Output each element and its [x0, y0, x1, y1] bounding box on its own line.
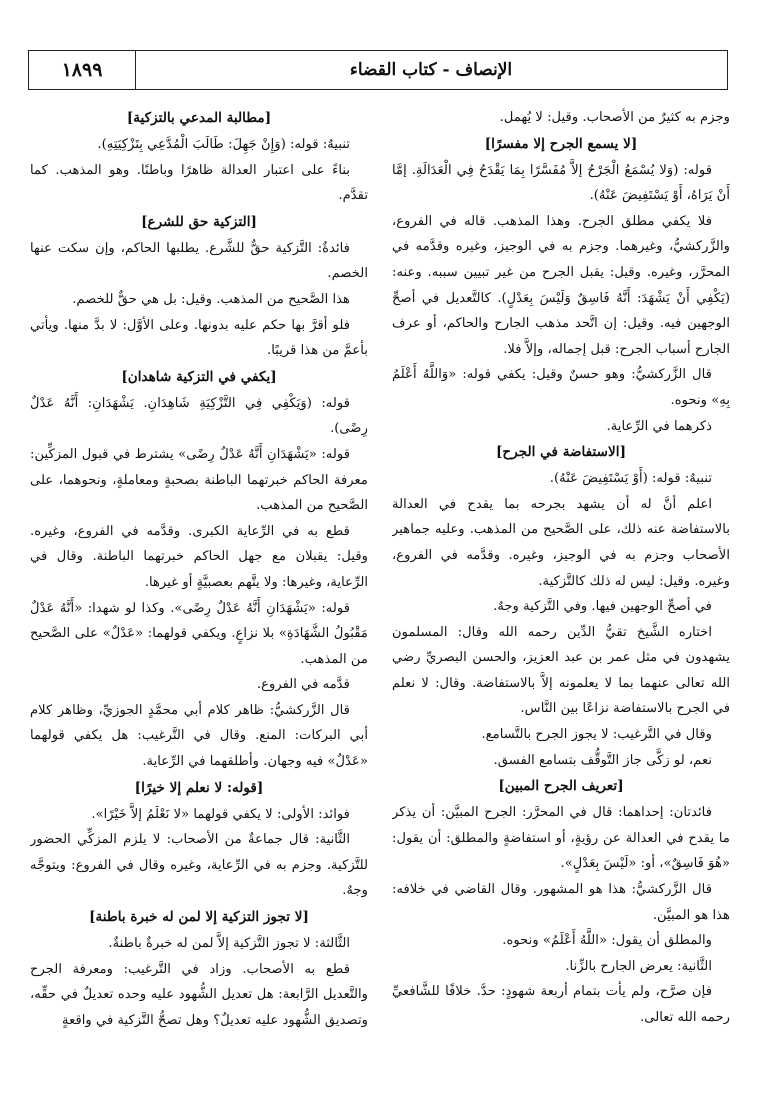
paragraph: فإن صرَّح، ولم يأت بتمام أربعة شهودٍ: حدَّ. خلافًا للشَّافعيِّ رحمه الله تعالى. — [392, 984, 730, 1025]
paragraph: فوائد: الأولى: لا يكفي قولهما «لا نَعْلَمُ إلاَّ خَيْرًا». — [91, 806, 350, 822]
paragraph: قوله: «يَشْهَدَانِ أَنَّهُ عَدْلٌ رِضًى» يشترط في قبول المزكِّين: معرفة الحاكم خبرتهما الباطنة بصحبةٍ ومعاملةٍ، ونحوهما، على الصَّحيح من المذهب. — [30, 446, 368, 514]
page-number: ١٨٩٩ — [61, 59, 103, 81]
paragraph: قوله: (وَيَكْفِي فِي التَّزْكِيَةِ شَاهِدَانِ. يَشْهَدَانِ: أَنَّهُ عَدْلٌ رِضًى). — [30, 395, 368, 437]
paragraph: قال الزَّركشيُّ: وهو حسنٌ وقيل: يكفي قوله: «وَاللَّهُ أَعْلَمُ بِهِ» ونحوه. — [392, 367, 730, 408]
left-text-column — [30, 105, 368, 1100]
paragraph: هذا الصَّحيح من المذهب. وقيل: بل هي حقٌّ للخصم. — [72, 291, 350, 307]
paragraph: قوله: (وَلا يُسْمَعُ الْجَرْحُ إلاَّ مُفَسَّرًا بِمَا يَقْدَحُ فِي الْعَدَالَةِ. إمَّا أَنْ يَرَاهُ، أَوْ يَسْتَفِيضَ عَنْهُ). — [392, 162, 730, 204]
section-heading: [الاستفاضة في الجرح] — [496, 444, 626, 461]
paragraph: الثَّالثة: لا تجوز التَّزكية إلاَّ لمن له خبرةٌ باطنةٌ. — [108, 936, 350, 952]
section-heading: [يكفي في التزكية شاهدان] — [121, 368, 277, 385]
paragraph: فلا يكفي مطلق الجرح. وهذا المذهب. قاله في الفروع، والزَّركشيُّ، وغيرهما. وجزم به في الوجيز، وغيره وقدَّمه في المحرَّر، وغيره. وقيل: يقبل الجرح من غير تبيين سببه. وعنه: (يَكْفِي أَنْ يَشْهَدَ: أَنَّهُ فَاسِقٌ وَلَيْسَ بِعَدْلٍ). كالتَّعديل في أصحِّ الوجهين فيه. وقيل: إن اتَّحد مذهب الجارح والحاكم، أو عرف الجارح أسباب الجرح: قبل إجماله، وإلاَّ فلا. — [392, 213, 730, 357]
paragraph: قدَّمه في الفروع. — [256, 677, 350, 693]
section-heading: [التزكية حق للشرع] — [141, 213, 257, 230]
paragraph: قطع به في الرِّعاية الكبرى. وقدَّمه في الفروع، وغيره. وقيل: يقبلان مع جهل الحاكم خبرتهما الباطنة. وقال في الرِّعاية، وغيرها: ولا يتَّهم بعصبيَّةٍ أو غيرها. — [30, 523, 368, 590]
section-heading: [تعريف الجرح المبين] — [498, 778, 624, 795]
section-heading: [مطالبة المدعي بالتزكية] — [126, 110, 272, 126]
section-heading: [لا تجوز التزكية إلا لمن له خبرة باطنة] — [89, 909, 309, 926]
paragraph: اعلم أنَّ له أن يشهد بجرحه بما يقدح في العدالة بالاستفاضة عنه ذلك، على الصَّحيح من المذهب. وعليه جماهير الأصحاب وجزم به في الوجيز، وغيره. وقدَّمه في الفروع، وغيره. وقيل: ليس له ذلك كالتَّزكية. — [392, 496, 730, 589]
paragraph: فلو أقرَّ بها حكم عليه بدونها. وعلى الأوَّل: لا بدَّ منها. ويأتي بأعمَّ من هذا قريبًا. — [30, 317, 368, 359]
paragraph: الثَّانية: يعرض الجارح بالزِّنا. — [565, 958, 712, 974]
paragraph: في أصحِّ الوجهين فيها. وفي التَّزكية وجهٌ. — [493, 599, 712, 615]
paragraph: اختاره الشَّيخ تقيُّ الدِّين رحمه الله وقال: المسلمون يشهدون في مثل عمر بن عبد العزيز، والحسن البصريِّ رضي الله تعالى عنهما بما لا يعلمونه إلاَّ بالاستفاضة. وقال: لا نعلم في الجرح بالاستفاضة نزاعًا بين النَّاس. — [392, 624, 730, 717]
paragraph: تنبيهٌ: قوله: (أَوْ يَسْتَفِيضَ عَنْهُ). — [549, 471, 712, 487]
paragraph: بناءً على اعتبار العدالة ظاهرًا وباطنًا. وهو المذهب. كما تقدَّم. — [30, 162, 368, 204]
paragraph: وقال في التَّرغيب: لا يجوز الجرح بالتَّسامع. — [481, 727, 712, 743]
paragraph: قطع به الأصحاب. وزاد في التَّرغيب: ومعرفة الجرح والتَّعديل الرَّابعة: هل تعديل الشُّهود عليه وحده تعديلٌ في حقِّه، وتصديق الشُّهود عليه تعديلٌ؟ وهل تصحُّ التَّزكية في واقعةٍ — [30, 961, 368, 1028]
paragraph: قال الزَّركشيُّ: ظاهر كلام أبي محمَّدٍ الجوزيِّ، وظاهر كلام أبي البركات: المنع. وقال في التَّرغيب: هل يكفي قولهما «عَدْلٌ» فيه وجهان. وأطلقهما في الرِّعاية. — [30, 702, 368, 770]
paragraph: قال الزَّركشيُّ: هذا هو المشهور. وقال القاضي في خلافه: هذا هو المبيَّن. — [392, 882, 730, 923]
section-heading: [لا يسمع الجرح إلا مفسرًا] — [484, 135, 638, 152]
paragraph: نعم، لو زكَّى جاز التَّوقُّف بتسامع الفسق. — [493, 752, 712, 768]
paragraph: قوله: «يَشْهَدَانِ أَنَّهُ عَدْلٌ رِضًى». وكذا لو شهدا: «أَنَّهُ عَدْلٌ مَقْبُولُ الشَّهَادَةِ» بلا نزاعٍ. ويكفي قولهما: «عَدْلٌ» على الصَّحيح من المذهب. — [30, 600, 368, 667]
running-title: الإنصاف - كتاب القضاء — [349, 60, 513, 80]
section-heading: [قوله: لا نعلم إلا خيرًا] — [134, 779, 264, 796]
paragraph: ذكرهما في الرِّعاية. — [606, 418, 712, 434]
page-header — [28, 50, 728, 90]
paragraph: فائدتان: إحداهما: قال في المحرَّر: الجرح المبيَّن: أن يذكر ما يقدح في العدالة عن رؤيةٍ، أو استفاضةٍ والمطلق: أن يقول: «هُوَ فَاسِقٌ»، أو: «لَيْسَ بِعَدْلٍ». — [392, 805, 730, 872]
paragraph: الثَّانية: قال جماعةٌ من الأصحاب: لا يلزم المزكِّي الحضور للتَّزكية. وجزم به في الرِّعاية، وغيره وقال في الفروع: ويتوجَّه وجهٌ. — [30, 832, 368, 899]
paragraph: وجزم به كثيرٌ من الأصحاب. وقيل: لا يُهمل. — [499, 110, 730, 125]
paragraph: والمطلق أن يقول: «اللَّهُ أَعْلَمُ» ونحوه. — [502, 933, 712, 949]
right-text-column — [392, 105, 730, 1100]
paragraph: تنبيهٌ: قوله: (وَإِنْ جَهِلَ: طَالَبَ الْمُدَّعِي بِتَزْكِيَتِهِ). — [97, 137, 350, 152]
paragraph: فائدةٌ: التَّزكية حقٌّ للشَّرع. يطلبها الحاكم، وإن سكت عنها الخصم. — [30, 240, 368, 282]
